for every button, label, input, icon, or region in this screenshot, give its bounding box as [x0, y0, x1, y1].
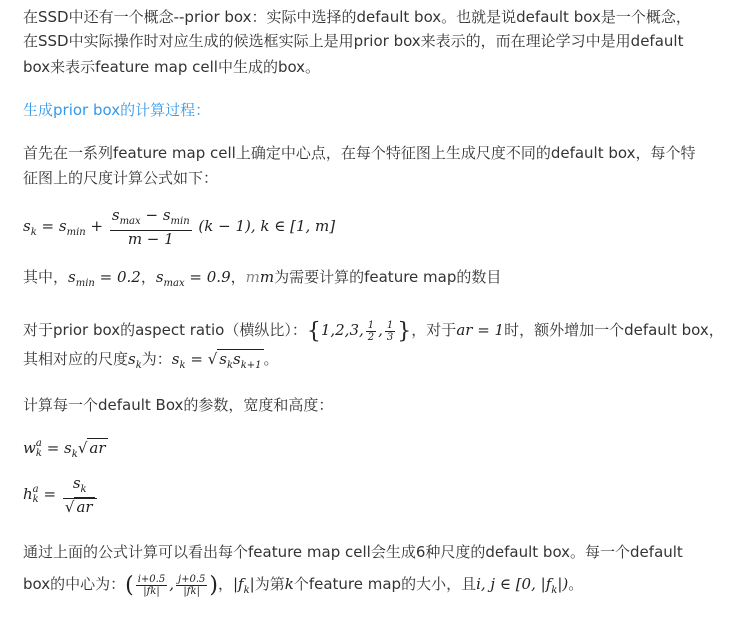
params-line: 其中，$s_{min} = 0.2$，$s_{max} = 0.9$，mm为需要计算的feature map的数目	[23, 268, 502, 289]
intro-line-2: 在SSD中实际操作时对应生成的候选框实际上是用prior box来表示的，而在理论学习中是用default	[23, 32, 684, 50]
conclusion-line-2: box的中心为：( $\frac{i+0.5}{|fk|}$ , $\frac{j+0.5}{|fk|}$ )，$|f_k|$为第k个feature map的大小，且i, j ∈ [0, $|f_k|$)。	[23, 573, 584, 598]
scale-fraction: $\frac{s_{max} - s_{min}}{m - 1}$	[111, 206, 190, 248]
intro-line-3: box来表示feature map cell中生成的box。	[23, 58, 321, 76]
width-formula: w a k = $s_k√$ ar	[23, 438, 106, 460]
intro-line-1: 在SSD中还有一个概念--prior box：实际中选择的default box。也就是说default box是一个概念，	[23, 8, 691, 26]
step2-text: 计算每一个default Box的参数，宽度和高度：	[23, 396, 334, 414]
aspect-line: 对于prior box的aspect ratio（横纵比）：{1,2,3, $\frac{1}{2}$ , $\frac{1}{3}$ }，对于ar = 1时，额外增加一个default box，	[23, 319, 724, 344]
section-title: 生成prior box的计算过程：	[23, 101, 211, 119]
step1-line-2: 征图上的尺度计算公式如下：	[23, 169, 219, 187]
scale-formula: $s_k = s_{min}$ + $\frac{s_{max} - s_{min}}{m - 1}$ (k − 1), k ∈ [1, m]	[23, 206, 336, 248]
step1-line-1: 首先在一系列feature map cell上确定中心点，在每个特征图上生成尺度不同的default box，每个特	[23, 144, 696, 162]
aspect-line-2: 其相对应的尺度$s_k$为：$s_k$ = √ $s_ks_{k+1}$ 。	[23, 350, 279, 371]
height-formula: h a k = $\frac{s_k}{√ ar}$	[23, 474, 99, 515]
conclusion-line-1: 通过上面的公式计算可以看出每个feature map cell会生成6种尺度的default box。每一个default	[23, 543, 683, 561]
